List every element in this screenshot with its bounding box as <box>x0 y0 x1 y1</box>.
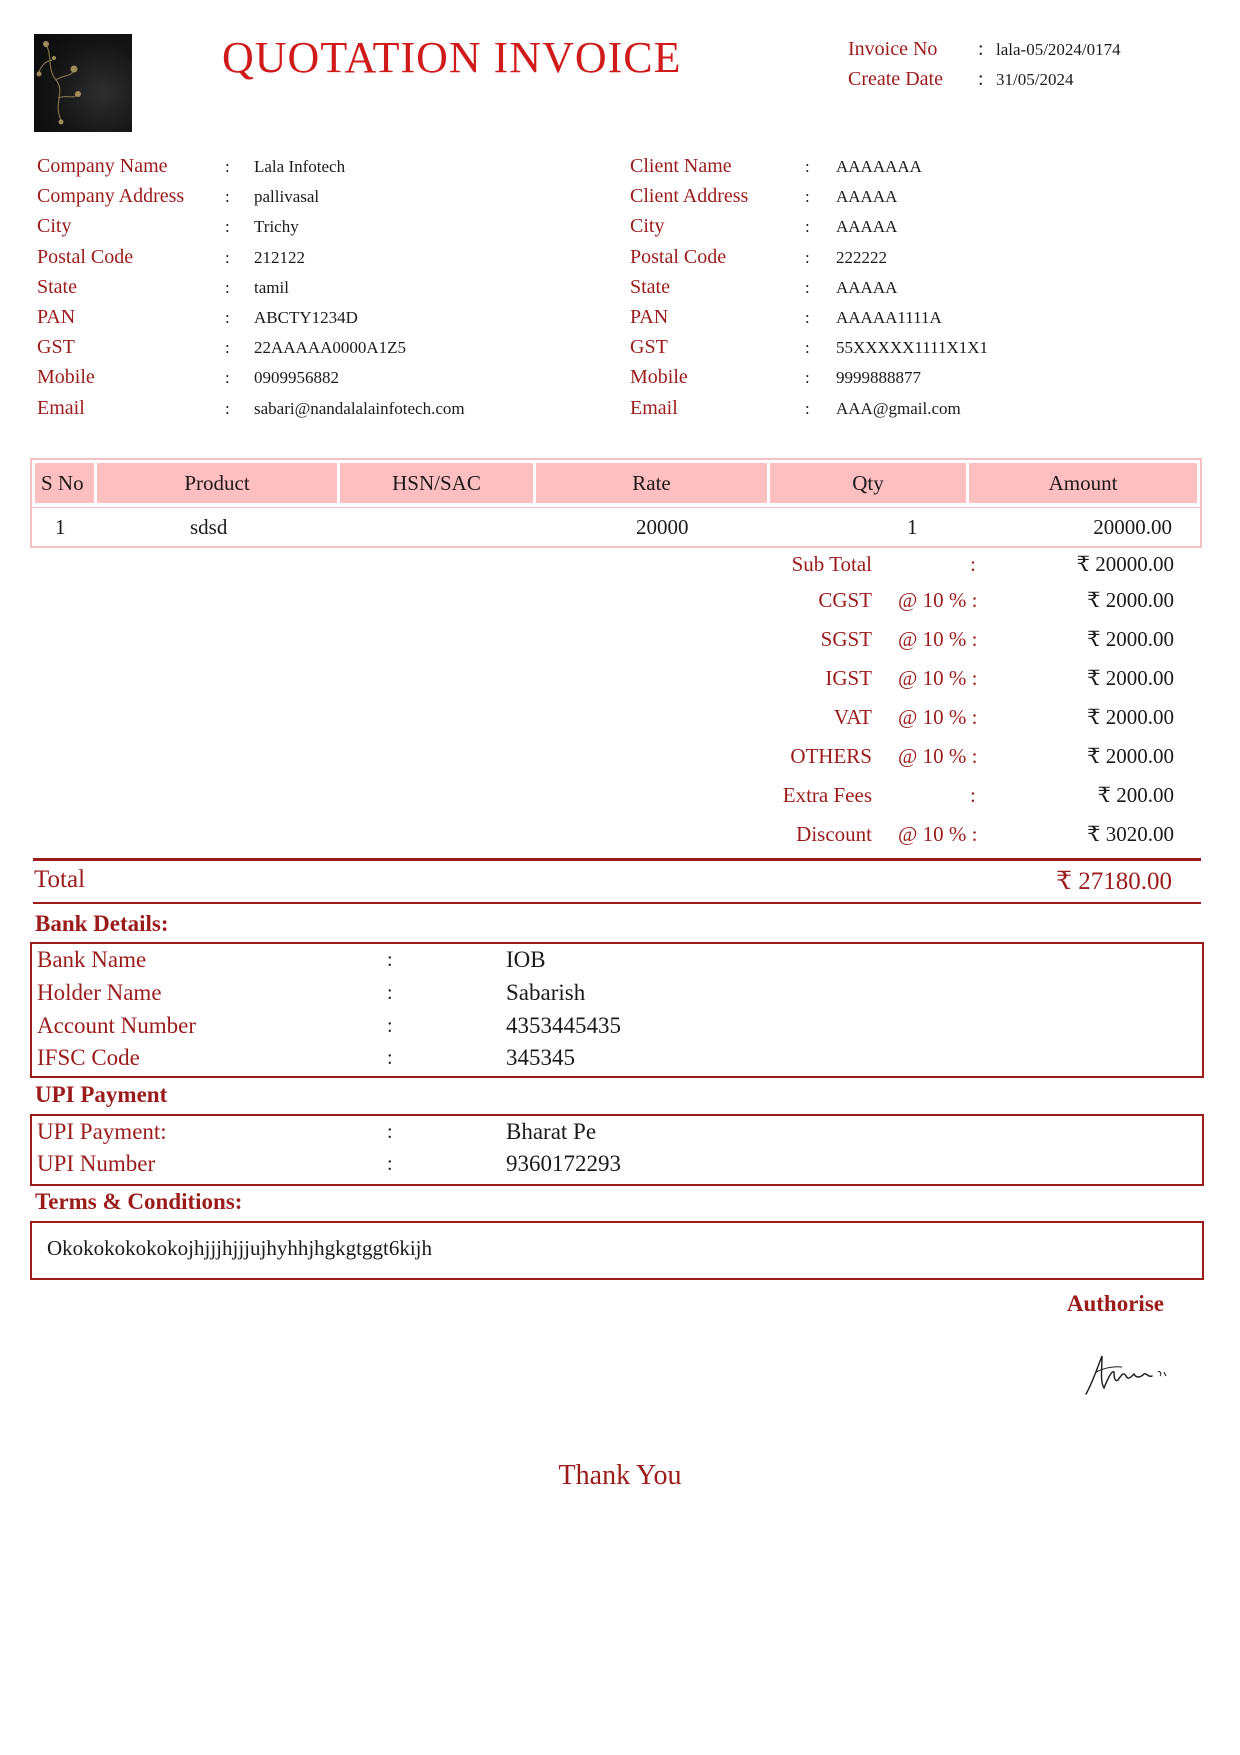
company-field-row <box>37 246 597 276</box>
client-field-row <box>630 185 1190 215</box>
field-value: 222222 <box>836 247 887 267</box>
tax-label: SGST <box>820 627 872 651</box>
colon: : <box>225 157 230 176</box>
field-label: Postal Code <box>37 245 134 268</box>
tax-rate: @ 10 % : <box>898 705 978 729</box>
colon: : <box>805 247 810 267</box>
field-label: Mobile <box>630 366 688 389</box>
tax-row <box>700 705 1180 743</box>
invoice-number-value: lala-05/2024/0174 <box>996 40 1121 59</box>
field-value: AAAAA <box>836 277 898 297</box>
company-logo <box>34 34 132 132</box>
column-header-qty: Qty <box>770 463 966 503</box>
table-divider <box>30 507 1202 508</box>
extra-fees-row <box>700 783 1180 821</box>
bank-value: 4353445435 <box>506 1013 621 1038</box>
upi-label: UPI Payment: <box>37 1119 167 1144</box>
item-product: sdsd <box>190 515 228 539</box>
colon: : <box>978 68 984 90</box>
bank-row <box>37 980 1187 1012</box>
colon: : <box>805 398 810 418</box>
field-value: AAAAAAA <box>836 157 922 176</box>
subtotal-label: Sub Total <box>791 552 872 576</box>
upi-label: UPI Number <box>37 1151 156 1176</box>
authorise-label: Authorise <box>1066 1291 1164 1316</box>
bank-label: Account Number <box>37 1013 197 1038</box>
colon: : <box>225 217 230 237</box>
field-value: tamil <box>254 277 289 297</box>
colon: : <box>805 187 810 207</box>
extra-fees-label: Extra Fees <box>782 783 872 807</box>
colon: : <box>387 1153 393 1175</box>
tax-value: ₹ 2000.00 <box>1087 705 1174 729</box>
company-field-row <box>37 336 597 366</box>
colon: : <box>805 338 810 358</box>
bank-value: Sabarish <box>506 980 586 1005</box>
total-value: ₹ 27180.00 <box>1056 868 1172 895</box>
tax-rate: @ 10 % : <box>898 666 978 690</box>
colon: : <box>805 217 810 237</box>
company-field-row <box>37 397 597 427</box>
tax-label: OTHERS <box>790 744 872 768</box>
field-value: Trichy <box>254 217 299 237</box>
bank-details-title: Bank Details: <box>35 911 169 936</box>
field-label: Client Address <box>630 185 749 208</box>
field-label: Email <box>630 396 678 419</box>
tax-value: ₹ 2000.00 <box>1087 627 1174 651</box>
colon: : <box>225 368 230 388</box>
create-date-label: Create Date <box>848 68 943 90</box>
field-value: 212122 <box>254 247 305 267</box>
column-header-rate: Rate <box>536 463 767 503</box>
company-field-row <box>37 276 597 306</box>
tax-rate: @ 10 % : <box>898 588 978 612</box>
upi-value: 9360172293 <box>506 1151 621 1176</box>
field-value: sabari@nandalalainfotech.com <box>254 398 465 418</box>
column-header-hsn: HSN/SAC <box>340 463 533 503</box>
client-field-row <box>630 306 1190 336</box>
signature-scribble-icon <box>1082 1348 1172 1400</box>
field-label: State <box>37 275 77 298</box>
field-value: 55XXXXX1111X1X1 <box>836 338 989 358</box>
field-label: PAN <box>630 305 669 328</box>
client-field-row <box>630 336 1190 366</box>
field-label: GST <box>630 336 668 359</box>
bank-row <box>37 1045 1187 1077</box>
invoice-number-label: Invoice No <box>848 38 938 60</box>
invoice-number-row <box>848 38 1228 68</box>
total-label: Total <box>34 866 86 893</box>
total-top-rule <box>33 858 1201 861</box>
upi-value: Bharat Pe <box>506 1119 597 1144</box>
tax-value: ₹ 2000.00 <box>1087 588 1174 612</box>
colon: : <box>225 307 230 327</box>
column-header-amount: Amount <box>969 463 1197 503</box>
colon: : <box>805 157 810 176</box>
colon: : <box>805 307 810 327</box>
field-value: AAAAA <box>836 217 898 237</box>
tax-label: CGST <box>818 588 872 612</box>
colon: : <box>387 1015 393 1037</box>
thank-you-note: Thank You <box>558 1460 682 1491</box>
terms-title: Terms & Conditions: <box>35 1189 243 1214</box>
upi-row <box>37 1119 1187 1151</box>
colon: : <box>387 949 393 971</box>
colon: : <box>225 338 230 358</box>
terms-text: Okokokokokokojhjjjhjjjujhyhhjhgkgtggt6kijh <box>47 1236 433 1260</box>
bank-label: Bank Name <box>37 947 147 972</box>
item-qty: 1 <box>907 515 918 539</box>
company-field-row <box>37 306 597 336</box>
item-amount: 20000.00 <box>1093 515 1172 539</box>
tax-label: VAT <box>833 705 872 729</box>
client-field-row <box>630 215 1190 245</box>
colon: : <box>225 277 230 297</box>
tax-label: IGST <box>825 666 872 690</box>
subtotal-value: ₹ 20000.00 <box>1076 552 1174 576</box>
client-details <box>630 155 1190 427</box>
company-field-row <box>37 185 597 215</box>
field-label: Company Name <box>37 155 168 177</box>
column-header-sno: S No <box>35 463 94 503</box>
tax-row <box>700 666 1180 704</box>
field-value: pallivasal <box>254 187 320 207</box>
tax-row <box>700 627 1180 665</box>
tax-value: ₹ 2000.00 <box>1087 744 1174 768</box>
field-label: Company Address <box>37 185 185 208</box>
colon: : <box>387 982 393 1004</box>
client-field-row <box>630 276 1190 306</box>
colon: : <box>970 783 976 807</box>
total-bottom-rule <box>33 902 1201 904</box>
company-field-row <box>37 155 597 185</box>
client-field-row <box>630 366 1190 396</box>
colon: : <box>805 368 810 388</box>
bank-value: IOB <box>506 947 546 972</box>
colon: : <box>805 277 810 297</box>
tax-row <box>700 744 1180 782</box>
field-label: City <box>630 215 665 238</box>
discount-rate: @ 10 % : <box>898 822 978 846</box>
column-header-product: Product <box>97 463 337 503</box>
discount-value: ₹ 3020.00 <box>1087 822 1174 846</box>
field-label: Client Name <box>630 155 732 177</box>
item-rate: 20000 <box>636 515 689 539</box>
floral-ornament-icon <box>34 34 132 132</box>
field-value: AAA@gmail.com <box>836 398 961 418</box>
field-label: State <box>630 275 670 298</box>
company-field-row <box>37 215 597 245</box>
signature-image <box>1082 1348 1172 1405</box>
field-value: 9999888877 <box>836 368 921 388</box>
item-sno: 1 <box>55 515 66 539</box>
field-label: Postal Code <box>630 245 727 268</box>
discount-label: Discount <box>796 822 872 846</box>
field-label: PAN <box>37 305 76 328</box>
document-title: QUOTATION INVOICE <box>222 33 682 82</box>
field-value: ABCTY1234D <box>254 307 358 327</box>
field-value: 0909956882 <box>254 368 339 388</box>
field-value: AAAAA <box>836 187 898 207</box>
client-field-row <box>630 155 1190 185</box>
field-label: GST <box>37 336 75 359</box>
bank-row <box>37 947 1187 979</box>
tax-row <box>700 588 1180 626</box>
bank-value: 345345 <box>506 1045 575 1070</box>
colon: : <box>970 552 976 576</box>
subtotal-row <box>700 552 1180 590</box>
colon: : <box>387 1047 393 1069</box>
client-field-row <box>630 397 1190 427</box>
field-value: AAAAA1111A <box>836 307 942 327</box>
colon: : <box>225 398 230 418</box>
tax-rate: @ 10 % : <box>898 627 978 651</box>
create-date-row <box>848 68 1228 98</box>
discount-row <box>700 822 1180 860</box>
field-label: Email <box>37 396 85 419</box>
client-field-row <box>630 246 1190 276</box>
field-value: Lala Infotech <box>254 157 346 176</box>
bank-row <box>37 1013 1187 1045</box>
colon: : <box>978 38 984 60</box>
extra-fees-value: ₹ 200.00 <box>1097 783 1174 807</box>
field-label: City <box>37 215 72 238</box>
colon: : <box>387 1121 393 1143</box>
company-field-row <box>37 366 597 396</box>
create-date-value: 31/05/2024 <box>996 70 1074 89</box>
company-details <box>37 155 597 427</box>
bank-label: IFSC Code <box>37 1045 140 1070</box>
tax-rate: @ 10 % : <box>898 744 978 768</box>
colon: : <box>225 187 230 207</box>
upi-row <box>37 1151 1187 1183</box>
field-value: 22AAAAA0000A1Z5 <box>254 338 407 358</box>
bank-label: Holder Name <box>37 980 162 1005</box>
colon: : <box>225 247 230 267</box>
upi-payment-title: UPI Payment <box>35 1082 168 1107</box>
field-label: Mobile <box>37 366 95 389</box>
tax-value: ₹ 2000.00 <box>1087 666 1174 690</box>
